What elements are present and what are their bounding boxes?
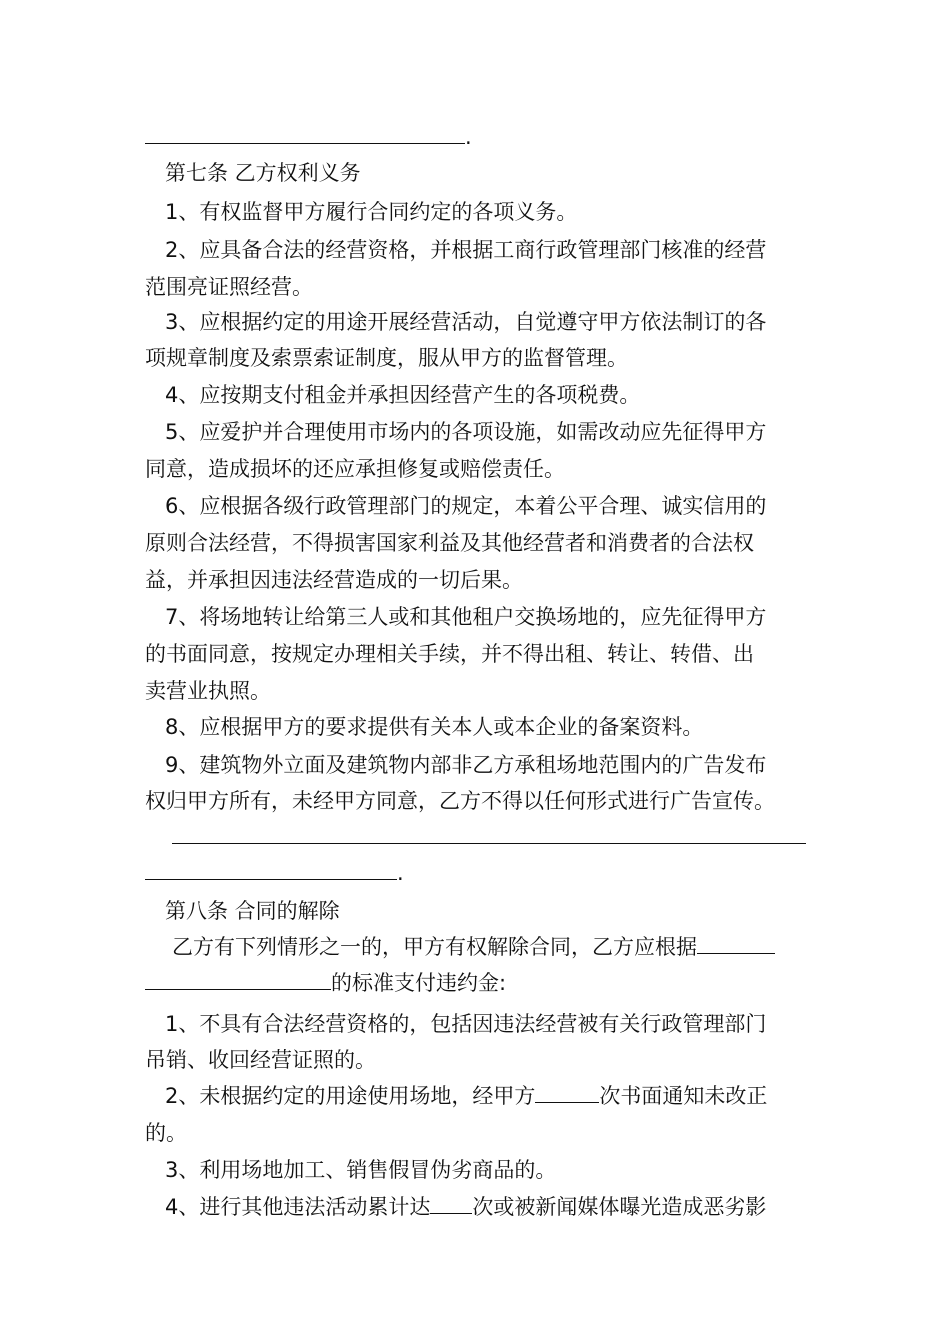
article8-item-2-cont: 的。 xyxy=(145,1121,187,1145)
article8-intro-cont: 的标准支付违约金: xyxy=(145,968,810,998)
fill-blank xyxy=(145,969,331,990)
article8-item-1-cont: 吊销、收回经营证照的。 xyxy=(145,1048,376,1072)
article7-item-7-cont2: 卖营业执照。 xyxy=(145,679,271,703)
blank-line xyxy=(172,822,812,852)
article8-item-1: 1、不具有合法经营资格的，包括因违法经营被有关行政管理部门 xyxy=(165,1012,767,1036)
article8-item-3: 3、利用场地加工、销售假冒伪劣商品的。 xyxy=(165,1158,557,1182)
fill-blank xyxy=(535,1082,599,1103)
article7-item-5-cont: 同意，造成损坏的还应承担修复或赔偿责任。 xyxy=(145,457,565,481)
fill-blank xyxy=(697,933,775,954)
article7-item-3-cont: 项规章制度及索票索证制度，服从甲方的监督管理。 xyxy=(145,346,628,370)
article7-item-7-cont: 的书面同意，按规定办理相关手续，并不得出租、转让、转借、出 xyxy=(145,642,754,666)
article7-item-1: 1、有权监督甲方履行合同约定的各项义务。 xyxy=(165,200,578,224)
article8-heading: 第八条 合同的解除 xyxy=(165,899,340,923)
article7-item-2: 2、应具备合法的经营资格，并根据工商行政管理部门核准的经营 xyxy=(165,238,767,262)
article8-intro: 乙方有下列情形之一的，甲方有权解除合同，乙方应根据 xyxy=(172,932,812,962)
blank-line: . xyxy=(145,122,810,152)
article7-item-3: 3、应根据约定的用途开展经营活动，自觉遵守甲方依法制订的各 xyxy=(165,310,767,334)
fill-blank xyxy=(172,823,806,844)
fill-blank xyxy=(145,123,465,144)
article7-item-6-cont2: 益，并承担因违法经营造成的一切后果。 xyxy=(145,568,523,592)
article7-item-2-cont: 范围亮证照经营。 xyxy=(145,275,313,299)
article7-item-6: 6、应根据各级行政管理部门的规定，本着公平合理、诚实信用的 xyxy=(165,494,767,518)
article8-item-4: 4、进行其他违法活动累计达 次或被新闻媒体曝光造成恶劣影 xyxy=(165,1195,767,1219)
blank-line: . xyxy=(145,858,810,888)
article7-item-4: 4、应按期支付租金并承担因经营产生的各项税费。 xyxy=(165,383,641,407)
article7-item-7: 7、将场地转让给第三人或和其他租户交换场地的，应先征得甲方 xyxy=(165,605,767,629)
article7-item-6-cont: 原则合法经营，不得损害国家利益及其他经营者和消费者的合法权 xyxy=(145,531,754,555)
article7-item-9-cont: 权归甲方所有，未经甲方同意，乙方不得以任何形式进行广告宣传。 xyxy=(145,789,775,813)
article7-item-8: 8、应根据甲方的要求提供有关本人或本企业的备案资料。 xyxy=(165,715,704,739)
article7-item-5: 5、应爱护并合理使用市场内的各项设施，如需改动应先征得甲方 xyxy=(165,420,767,444)
fill-blank xyxy=(430,1193,472,1214)
article8-item-2: 2、未根据约定的用途使用场地，经甲方 次书面通知未改正 xyxy=(165,1084,768,1108)
article7-heading: 第七条 乙方权利义务 xyxy=(165,161,361,185)
article7-item-9: 9、建筑物外立面及建筑物内部非乙方承租场地范围内的广告发布 xyxy=(165,753,767,777)
fill-blank xyxy=(145,859,397,880)
